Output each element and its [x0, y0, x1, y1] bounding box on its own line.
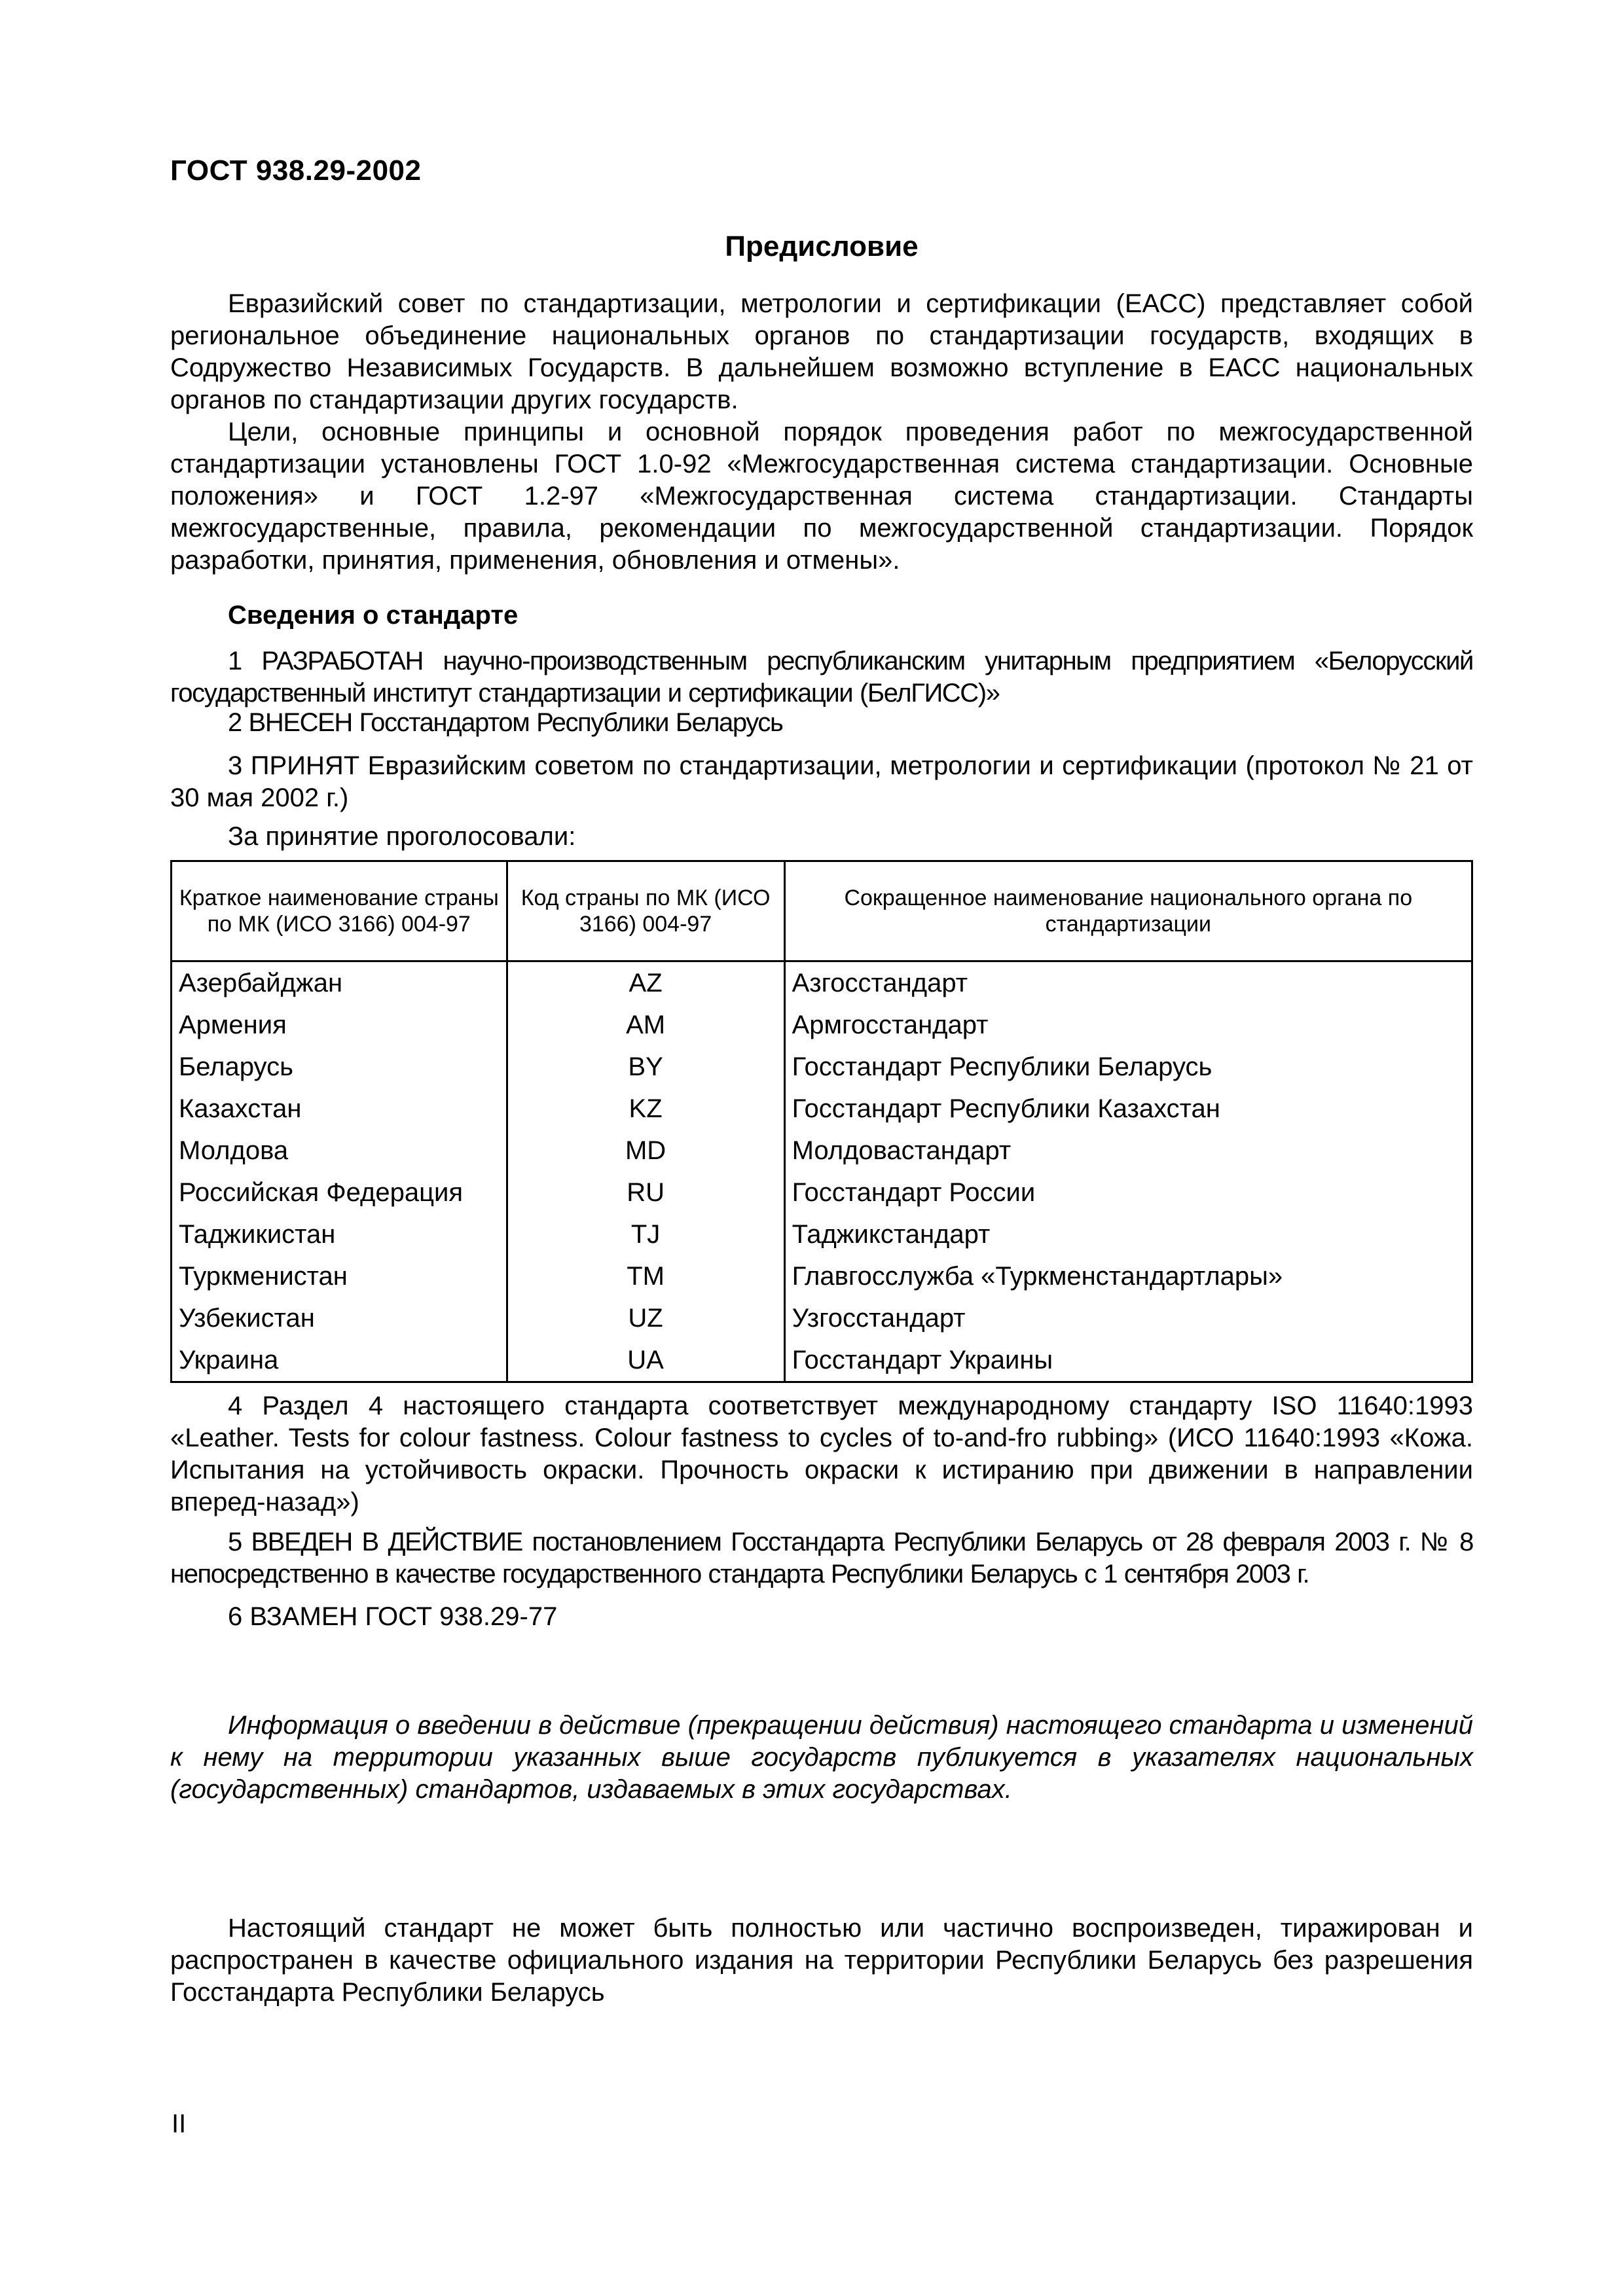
code-cell: TJ [507, 1213, 784, 1255]
table-row [172, 1172, 1472, 1213]
section-heading: Сведения о стандарте [228, 601, 519, 630]
header-country-name: Краткое наименование страны по МК (ИСО 3166) 004-97 [172, 861, 507, 961]
info-note: Информация о введении в действие (прекращении действия) настоящего стандарта и изменений к нему на территории указанных выше государств публикуется в указателях национальных (государственных) стандартов, издаваемых в этих государствах. [170, 1711, 1473, 1804]
item-developed: 1 РАЗРАБОТАН научно-производственным республиканским унитарным предприятием «Белорусский государственный институт стандартизации и сертификации (БелГИСС)» [170, 647, 1473, 708]
copyright-note: Настоящий стандарт не может быть полностью или частично воспроизведен, тиражирован и распространен в качестве официального издания на территории Республики Беларусь без разрешения Госстандарта Республики Беларусь [170, 1914, 1473, 2007]
country-cell: Российская Федерация [172, 1172, 507, 1213]
intro-paragraph-1: Евразийский совет по стандартизации, метрологии и сертификации (ЕАСС) представляет собой региональное объединение национальных органов по стандартизации государств, входящих в Содружество Независимых Государств. В дальнейшем возможно вступление в ЕАСС национальных органов по стандартизации других государств. [170, 289, 1473, 414]
header-country-code: Код страны по МК (ИСО 3166) 004-97 [507, 861, 784, 961]
page-title: Предисловие [725, 230, 919, 262]
body-cell: Главгосслужба «Туркменстандартлары» [784, 1255, 1472, 1297]
header-standards-body: Сокращенное наименование национального органа по стандартизации [784, 861, 1472, 961]
table-row [172, 1088, 1472, 1130]
voting-table [170, 860, 1473, 1383]
table-row [172, 1213, 1472, 1255]
country-cell: Армения [172, 1004, 507, 1046]
body-cell: Госстандарт России [784, 1172, 1472, 1213]
body-cell: Таджикстандарт [784, 1213, 1472, 1255]
country-cell: Украина [172, 1339, 507, 1382]
country-cell: Туркменистан [172, 1255, 507, 1297]
code-cell: UZ [507, 1297, 784, 1339]
table-row [172, 1004, 1472, 1046]
code-cell: BY [507, 1046, 784, 1088]
code-cell: RU [507, 1172, 784, 1213]
country-cell: Казахстан [172, 1088, 507, 1130]
code-cell: TM [507, 1255, 784, 1297]
table-row [172, 1297, 1472, 1339]
body-cell: Госстандарт Украины [784, 1339, 1472, 1382]
table-header-row [172, 861, 1472, 961]
item-replaces: 6 ВЗАМЕН ГОСТ 938.29-77 [228, 1602, 558, 1631]
body-cell: Армгосстандарт [784, 1004, 1472, 1046]
item-introduced: 2 ВНЕСЕН Госстандартом Республики Беларусь [228, 708, 783, 737]
country-cell: Узбекистан [172, 1297, 507, 1339]
country-cell: Таджикистан [172, 1213, 507, 1255]
intro-paragraph-2: Цели, основные принципы и основной порядок проведения работ по межгосударственной стандартизации установлены ГОСТ 1.0-92 «Межгосударственная система стандартизации. Основные положения» и ГОСТ 1.2-97 «Межгосударственная система стандартизации. Стандарты межгосударственные, правила, рекомендации по межгосударственной стандартизации. Порядок разработки, принятия, применения, обновления и отмены». [170, 418, 1473, 575]
body-cell: Молдовастандарт [784, 1130, 1472, 1172]
body-cell: Госстандарт Республики Беларусь [784, 1046, 1472, 1088]
item-iso-correspondence: 4 Раздел 4 настоящего стандарта соответствует международному стандарту ISO 11640:1993 «Leather. Tests for colour fastness. Colour fastness to cycles of to-and-fro rubbing» (ИСО 11640:1993 «Кожа. Испытания на устойчивость окраски. Прочность окраски к истиранию при движении в направлении вперед-назад») [170, 1391, 1473, 1516]
table-row [172, 1130, 1472, 1172]
table-row [172, 1339, 1472, 1382]
table-row [172, 1255, 1472, 1297]
body-cell: Госстандарт Республики Казахстан [784, 1088, 1472, 1130]
code-cell: AZ [507, 961, 784, 1005]
code-cell: KZ [507, 1088, 784, 1130]
item-effective: 5 ВВЕДЕН В ДЕЙСТВИЕ постановлением Госстандарта Республики Беларусь от 28 февраля 2003 г. № 8 непосредственно в качестве государственного стандарта Республики Беларусь с 1 сентября 2003 г. [170, 1528, 1473, 1588]
body-cell: Узгосстандарт [784, 1297, 1472, 1339]
table-row [172, 1046, 1472, 1088]
country-cell: Беларусь [172, 1046, 507, 1088]
code-cell: UA [507, 1339, 784, 1382]
voted-label: За принятие проголосовали: [228, 822, 576, 851]
page-number: II [172, 2109, 187, 2138]
body-cell: Азгосстандарт [784, 961, 1472, 1005]
table-row [172, 961, 1472, 1005]
country-cell: Азербайджан [172, 961, 507, 1005]
country-cell: Молдова [172, 1130, 507, 1172]
item-adopted: 3 ПРИНЯТ Евразийским советом по стандартизации, метрологии и сертификации (протокол № 21 от 30 мая 2002 г.) [170, 751, 1473, 812]
code-cell: MD [507, 1130, 784, 1172]
doc-code: ГОСТ 938.29-2002 [170, 154, 422, 187]
code-cell: AM [507, 1004, 784, 1046]
